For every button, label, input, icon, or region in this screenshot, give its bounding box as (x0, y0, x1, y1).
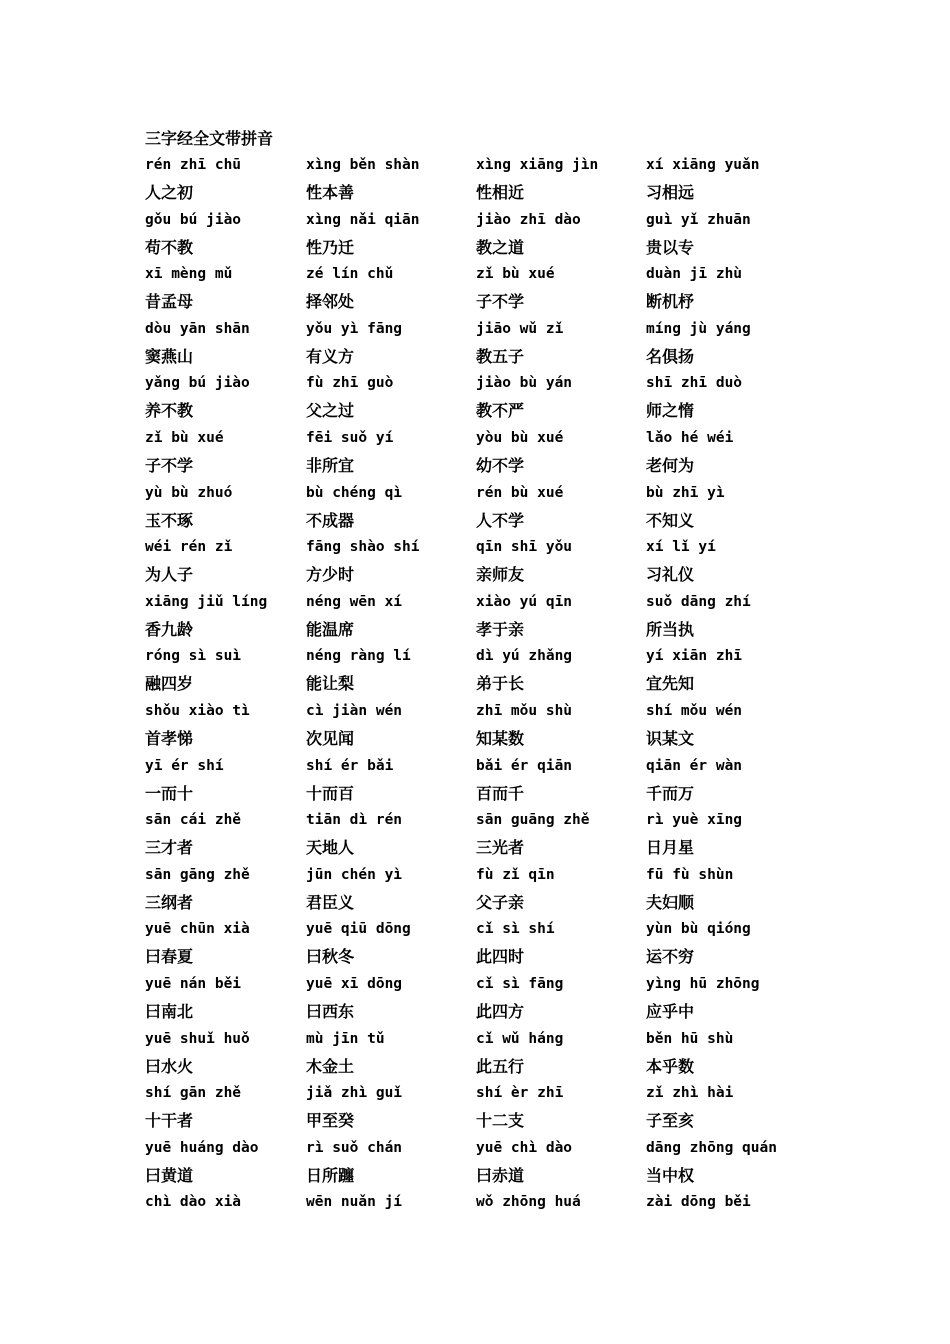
verse-line (646, 862, 845, 917)
verse-line (646, 1080, 845, 1135)
verse-line (646, 916, 845, 971)
verse-hanzi: 曰南北 (145, 1001, 194, 1021)
verse-pinyin: dì yú zhǎng (476, 648, 573, 665)
verse-pinyin: guì yǐ zhuān (646, 211, 751, 228)
verse-hanzi: 曰秋冬 (306, 947, 355, 967)
verse-pinyin: bù zhī yì (646, 484, 725, 501)
verse-pinyin: fù zhī guò (306, 375, 394, 392)
verse-hanzi: 能温席 (306, 619, 355, 639)
verse-pinyin: wēn nuǎn jí (306, 1194, 403, 1211)
verse-hanzi: 香九龄 (145, 619, 194, 639)
verse-line (306, 1026, 476, 1081)
verse-line (145, 753, 306, 808)
verse-hanzi: 昔孟母 (145, 292, 194, 312)
verse-pinyin: shí ér bǎi (306, 757, 394, 774)
verse-pinyin: cǐ wǔ háng (476, 1030, 564, 1047)
verse-pinyin: dāng zhōng quán (646, 1139, 777, 1156)
verse-line (306, 480, 476, 535)
verse-line (145, 916, 306, 971)
verse-line (145, 643, 306, 698)
verse-line (306, 971, 476, 1026)
verse-hanzi: 方少时 (306, 565, 355, 585)
verse-hanzi: 运不穷 (646, 947, 695, 967)
verse-line (646, 1189, 845, 1244)
verse-hanzi: 习礼仪 (646, 565, 695, 585)
verse-hanzi: 子不学 (145, 455, 194, 475)
verse-hanzi: 亲师友 (476, 565, 525, 585)
verse-line (646, 1135, 845, 1190)
verse-pinyin: duàn jī zhù (646, 266, 743, 283)
verse-line (646, 698, 845, 753)
verse-pinyin: zé lín chǔ (306, 266, 394, 283)
verse-pinyin: fù zǐ qīn (476, 866, 555, 883)
verse-hanzi: 日月星 (646, 838, 695, 858)
verse-hanzi: 一而十 (145, 783, 194, 803)
verse-line (145, 807, 306, 862)
verse-line (306, 316, 476, 371)
verse-line (646, 480, 845, 535)
verse-hanzi: 子不学 (476, 292, 525, 312)
verse-line (145, 698, 306, 753)
verse-hanzi: 知某数 (476, 728, 525, 748)
verse-line (306, 1189, 476, 1244)
verse-pinyin: néng wēn xí (306, 593, 403, 610)
verse-line (646, 807, 845, 862)
verse-pinyin: chì dào xià (145, 1194, 242, 1211)
verse-hanzi: 三光者 (476, 838, 525, 858)
verse-line (646, 534, 845, 589)
verse-hanzi: 此四时 (476, 947, 525, 967)
verse-hanzi: 性相近 (476, 183, 525, 202)
verse-pinyin: jiāo wǔ zǐ (476, 320, 564, 337)
verse-hanzi: 老何为 (646, 455, 695, 475)
verse-line (306, 534, 476, 589)
verse-line (145, 534, 306, 589)
verse-line (145, 480, 306, 535)
verse-line (306, 207, 476, 262)
verse-line (145, 370, 306, 425)
verse-pinyin: xiāng jiǔ líng (145, 593, 268, 610)
verse-line (476, 316, 646, 371)
verse-line (476, 261, 646, 316)
verse-hanzi: 父之过 (306, 401, 355, 421)
verse-line (306, 1080, 476, 1135)
verse-pinyin: sān cái zhě (145, 812, 242, 829)
verse-pinyin: shí mǒu wén (646, 702, 743, 719)
verse-pinyin: rì suǒ chán (306, 1139, 403, 1156)
verse-grid (145, 152, 845, 1244)
verse-pinyin: yuē huáng dào (145, 1139, 259, 1156)
verse-hanzi: 为人子 (145, 565, 194, 585)
verse-hanzi: 甲至癸 (306, 1111, 355, 1131)
verse-line (476, 753, 646, 808)
verse-hanzi: 子至亥 (646, 1111, 695, 1131)
verse-line (306, 916, 476, 971)
verse-hanzi: 此四方 (476, 1001, 525, 1021)
verse-hanzi: 孝于亲 (476, 619, 525, 639)
verse-line (646, 589, 845, 644)
verse-pinyin: jiào bù yán (476, 375, 573, 392)
verse-pinyin: cì jiàn wén (306, 702, 403, 719)
verse-line (646, 370, 845, 425)
verse-hanzi: 有义方 (306, 346, 355, 366)
verse-hanzi: 曰春夏 (145, 947, 194, 967)
verse-pinyin: rì yuè xīng (646, 812, 743, 829)
verse-hanzi: 人之初 (145, 183, 194, 202)
verse-hanzi: 非所宜 (306, 455, 355, 475)
verse-pinyin: tiān dì rén (306, 812, 403, 829)
verse-pinyin: zǐ bù xué (145, 429, 224, 446)
verse-pinyin: zài dōng běi (646, 1194, 751, 1211)
verse-pinyin: dòu yān shān (145, 320, 250, 337)
verse-line (145, 261, 306, 316)
verse-hanzi: 人不学 (476, 510, 525, 530)
verse-line (476, 807, 646, 862)
verse-pinyin: shī zhī duò (646, 375, 743, 392)
verse-hanzi: 宜先知 (646, 674, 695, 694)
verse-pinyin: qiān ér wàn (646, 757, 743, 774)
verse-pinyin: yòu bù xué (476, 429, 564, 446)
verse-pinyin: jiǎ zhì guǐ (306, 1085, 403, 1102)
verse-hanzi: 名俱扬 (646, 346, 695, 366)
verse-pinyin: xí lǐ yí (646, 539, 716, 556)
verse-hanzi: 不知义 (646, 510, 695, 530)
verse-hanzi: 幼不学 (476, 455, 525, 475)
verse-pinyin: rén zhī chū (145, 157, 242, 173)
verse-line (306, 152, 476, 207)
verse-pinyin: mù jīn tǔ (306, 1030, 385, 1047)
verse-line (476, 862, 646, 917)
verse-pinyin: bǎi ér qiān (476, 757, 573, 774)
verse-line (145, 862, 306, 917)
verse-hanzi: 贵以专 (646, 237, 695, 257)
verse-pinyin: bù chéng qì (306, 484, 403, 501)
verse-pinyin: yī ér shí (145, 757, 224, 774)
verse-pinyin: yuē shuǐ huǒ (145, 1030, 250, 1047)
verse-pinyin: fū fù shùn (646, 866, 734, 883)
verse-line (145, 1189, 306, 1244)
verse-pinyin: xiào yú qīn (476, 593, 573, 610)
verse-pinyin: xī mèng mǔ (145, 266, 233, 283)
verse-line (476, 916, 646, 971)
verse-pinyin: sān guāng zhě (476, 812, 590, 829)
verse-hanzi: 教五子 (476, 346, 525, 366)
document-page (145, 126, 845, 1244)
verse-pinyin: yù bù zhuó (145, 484, 233, 501)
verse-pinyin: jiào zhī dào (476, 211, 581, 228)
verse-pinyin: rén bù xué (476, 484, 564, 501)
verse-pinyin: xí xiāng yuǎn (646, 157, 760, 173)
verse-line (476, 1080, 646, 1135)
verse-line (646, 1026, 845, 1081)
verse-pinyin: suǒ dāng zhí (646, 593, 751, 610)
verse-line (145, 971, 306, 1026)
verse-line (145, 207, 306, 262)
verse-line (646, 971, 845, 1026)
verse-line (306, 862, 476, 917)
verse-hanzi: 日所躔 (306, 1165, 355, 1185)
verse-line (306, 643, 476, 698)
verse-hanzi: 性本善 (306, 183, 355, 202)
verse-hanzi: 融四岁 (145, 674, 194, 694)
verse-pinyin: yuē chì dào (476, 1139, 573, 1156)
verse-pinyin: yǒu yì fāng (306, 320, 403, 337)
verse-pinyin: xìng běn shàn (306, 157, 420, 173)
verse-hanzi: 识某文 (646, 728, 695, 748)
verse-line (646, 316, 845, 371)
verse-pinyin: gǒu bú jiào (145, 211, 242, 228)
verse-line (476, 698, 646, 753)
verse-pinyin: shí gān zhě (145, 1085, 242, 1102)
verse-hanzi: 窦燕山 (145, 346, 194, 366)
verse-hanzi: 十二支 (476, 1111, 525, 1131)
verse-pinyin: yǎng bú jiào (145, 375, 250, 392)
verse-line (145, 152, 306, 207)
verse-line (306, 370, 476, 425)
verse-hanzi: 曰赤道 (476, 1165, 525, 1185)
verse-line (476, 480, 646, 535)
verse-hanzi: 不成器 (306, 510, 355, 530)
verse-line (145, 1080, 306, 1135)
verse-line (646, 425, 845, 480)
verse-line (646, 753, 845, 808)
verse-pinyin: wǒ zhōng huá (476, 1194, 581, 1211)
verse-pinyin: xìng xiāng jìn (476, 157, 599, 173)
verse-line (306, 589, 476, 644)
verse-line (476, 589, 646, 644)
verse-pinyin: běn hū shù (646, 1030, 734, 1047)
verse-hanzi (646, 1216, 845, 1243)
verse-pinyin: zhī mǒu shù (476, 702, 573, 719)
verse-hanzi: 夫妇顺 (646, 892, 695, 912)
verse-line (306, 425, 476, 480)
verse-hanzi: 本乎数 (646, 1056, 695, 1076)
verse-line (145, 1135, 306, 1190)
verse-hanzi: 所当执 (646, 619, 695, 639)
verse-line (476, 643, 646, 698)
verse-hanzi: 首孝悌 (145, 728, 194, 748)
verse-pinyin: cǐ sì fāng (476, 975, 564, 992)
verse-hanzi (476, 1216, 646, 1243)
verse-hanzi: 十干者 (145, 1111, 194, 1131)
verse-hanzi: 当中权 (646, 1165, 695, 1185)
verse-hanzi: 千而万 (646, 783, 695, 803)
verse-hanzi: 师之惰 (646, 401, 695, 421)
verse-hanzi: 次见闻 (306, 728, 355, 748)
verse-hanzi: 断机杼 (646, 292, 695, 312)
verse-pinyin: zǐ zhì hài (646, 1085, 734, 1102)
verse-hanzi: 曰西东 (306, 1001, 355, 1021)
verse-line (646, 643, 845, 698)
verse-line (306, 261, 476, 316)
verse-line (306, 698, 476, 753)
verse-line (476, 1189, 646, 1244)
verse-pinyin: yuē xī dōng (306, 975, 403, 992)
verse-hanzi: 木金土 (306, 1056, 355, 1076)
verse-hanzi: 性乃迁 (306, 237, 355, 257)
verse-pinyin: shí èr zhī (476, 1085, 564, 1102)
verse-hanzi: 天地人 (306, 838, 355, 858)
verse-pinyin: qīn shī yǒu (476, 539, 573, 556)
verse-line (476, 370, 646, 425)
verse-pinyin: yuē qiū dōng (306, 921, 411, 938)
verse-line (646, 261, 845, 316)
verse-hanzi (306, 1216, 476, 1243)
verse-hanzi: 能让梨 (306, 674, 355, 694)
verse-hanzi: 教不严 (476, 401, 525, 421)
verse-line (476, 1026, 646, 1081)
verse-hanzi: 三才者 (145, 838, 194, 858)
verse-pinyin: zǐ bù xué (476, 266, 555, 283)
verse-line (476, 971, 646, 1026)
verse-pinyin: lǎo hé wéi (646, 429, 734, 446)
verse-hanzi: 曰黄道 (145, 1165, 194, 1185)
verse-pinyin: yuē chūn xià (145, 921, 250, 938)
verse-pinyin: yuē nán běi (145, 975, 242, 992)
verse-hanzi: 君臣义 (306, 892, 355, 912)
verse-hanzi: 习相远 (646, 183, 695, 202)
verse-line (476, 534, 646, 589)
verse-pinyin: wéi rén zǐ (145, 539, 233, 556)
verse-hanzi: 曰水火 (145, 1056, 194, 1076)
verse-pinyin: shǒu xiào tì (145, 702, 250, 719)
verse-pinyin: róng sì suì (145, 648, 242, 665)
verse-line (145, 425, 306, 480)
verse-line (306, 807, 476, 862)
verse-hanzi (145, 1216, 306, 1243)
verse-pinyin: sān gāng zhě (145, 866, 250, 883)
verse-line (476, 425, 646, 480)
verse-line (476, 152, 646, 207)
verse-pinyin: cǐ sì shí (476, 921, 555, 938)
verse-hanzi: 此五行 (476, 1056, 525, 1076)
verse-hanzi: 养不教 (145, 401, 194, 421)
verse-hanzi: 教之道 (476, 237, 525, 257)
verse-line (646, 207, 845, 262)
verse-pinyin: míng jù yáng (646, 320, 751, 337)
verse-pinyin: jūn chén yì (306, 866, 403, 883)
verse-hanzi: 父子亲 (476, 892, 525, 912)
verse-hanzi: 苟不教 (145, 237, 194, 257)
verse-pinyin: fēi suǒ yí (306, 429, 394, 446)
verse-line (145, 1026, 306, 1081)
verse-hanzi: 百而千 (476, 783, 525, 803)
verse-line (646, 152, 845, 207)
verse-hanzi: 弟于长 (476, 674, 525, 694)
verse-line (145, 316, 306, 371)
verse-pinyin: yí xiān zhī (646, 648, 743, 665)
verse-hanzi: 玉不琢 (145, 510, 194, 530)
verse-line (476, 1135, 646, 1190)
verse-line (476, 207, 646, 262)
verse-pinyin: fāng shào shí (306, 539, 420, 556)
verse-pinyin: yùn bù qióng (646, 921, 751, 938)
verse-pinyin: yìng hū zhōng (646, 975, 760, 992)
verse-line (145, 589, 306, 644)
document-title: 三字经全文带拼音 (145, 129, 274, 148)
verse-line (306, 753, 476, 808)
verse-hanzi: 应乎中 (646, 1001, 695, 1021)
verse-line (306, 1135, 476, 1190)
verse-hanzi: 十而百 (306, 783, 355, 803)
verse-pinyin: xìng nǎi qiān (306, 211, 420, 228)
verse-hanzi: 择邻处 (306, 292, 355, 312)
verse-pinyin: néng ràng lí (306, 648, 411, 665)
verse-hanzi: 三纲者 (145, 892, 194, 912)
